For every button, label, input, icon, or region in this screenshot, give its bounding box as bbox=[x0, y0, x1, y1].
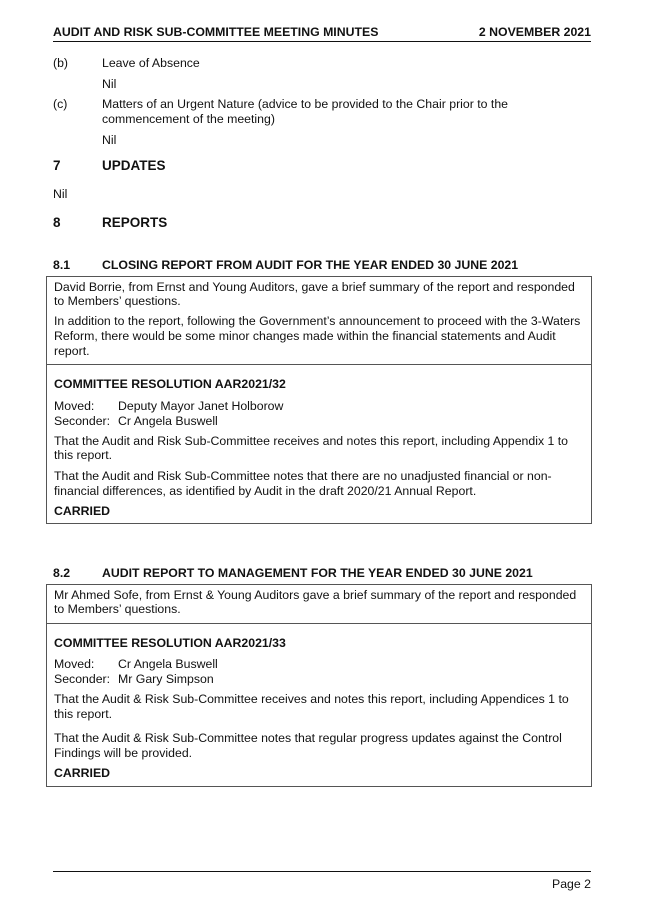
item-c-title-line2: commencement of the meeting) bbox=[102, 112, 275, 126]
section-7-number: 7 bbox=[53, 158, 61, 173]
report-81-para2-line1: In addition to the report, following the Government’s announcement to proceed with the 3-Waters bbox=[54, 314, 581, 328]
header-title: AUDIT AND RISK SUB-COMMITTEE MEETING MINUTES bbox=[53, 25, 379, 39]
item-c-value: Nil bbox=[102, 133, 117, 147]
report-81-para2-line2: Reform, there would be some minor changes made within the financial statements and Audit bbox=[54, 329, 556, 343]
item-b-value: Nil bbox=[102, 77, 117, 91]
page-header bbox=[53, 23, 591, 42]
report-82-res2-line1: That the Audit & Risk Sub-Committee notes that regular progress updates against the Control bbox=[54, 731, 562, 745]
item-b-label: (b) bbox=[53, 56, 69, 70]
report-82-res2-line2: Findings will be provided. bbox=[54, 746, 193, 760]
report-81-res2-line2: financial differences, as identified by Audit in the draft 2020/21 Annual Report. bbox=[54, 484, 477, 498]
report-81-seconder-value: Cr Angela Buswell bbox=[118, 414, 218, 428]
section-7-body: Nil bbox=[53, 187, 68, 201]
report-81-title: CLOSING REPORT FROM AUDIT FOR THE YEAR ENDED 30 JUNE 2021 bbox=[102, 258, 519, 272]
report-81-resolution-title: COMMITTEE RESOLUTION AAR2021/32 bbox=[54, 377, 286, 391]
section-8-title: REPORTS bbox=[102, 215, 168, 230]
report-82-seconder-label: Seconder: bbox=[54, 672, 111, 686]
report-82-res1-line2: this report. bbox=[54, 707, 113, 721]
report-81-para2-line3: report. bbox=[54, 344, 90, 358]
report-81-summary-line1: David Borrie, from Ernst and Young Auditors, gave a brief summary of the report and responded bbox=[54, 280, 575, 294]
report-81-seconder-label: Seconder: bbox=[54, 414, 111, 428]
report-81-number: 8.1 bbox=[53, 258, 71, 272]
report-82-seconder-value: Mr Gary Simpson bbox=[118, 672, 214, 686]
report-82-moved-label: Moved: bbox=[54, 657, 95, 671]
report-81-summary-line2: to Members’ questions. bbox=[54, 294, 181, 308]
report-82-divider bbox=[47, 623, 591, 624]
report-81-divider bbox=[47, 364, 591, 365]
footer-rule bbox=[53, 871, 591, 872]
report-82-resolution-title: COMMITTEE RESOLUTION AAR2021/33 bbox=[54, 636, 286, 650]
page-number: Page 2 bbox=[552, 877, 591, 891]
report-82-moved-value: Cr Angela Buswell bbox=[118, 657, 218, 671]
report-82-summary-line1: Mr Ahmed Sofe, from Ernst & Young Auditors gave a brief summary of the report and responded bbox=[54, 588, 577, 602]
report-82-summary-line2: to Members’ questions. bbox=[54, 602, 181, 616]
section-7-title: UPDATES bbox=[102, 158, 166, 173]
item-b-title: Leave of Absence bbox=[102, 56, 200, 70]
report-81-moved-label: Moved: bbox=[54, 399, 95, 413]
report-82-title: AUDIT REPORT TO MANAGEMENT FOR THE YEAR ENDED 30 JUNE 2021 bbox=[102, 566, 533, 580]
report-81-outcome: CARRIED bbox=[54, 504, 111, 518]
section-8-number: 8 bbox=[53, 215, 61, 230]
header-date: 2 NOVEMBER 2021 bbox=[478, 25, 591, 39]
report-81-moved-value: Deputy Mayor Janet Holborow bbox=[118, 399, 284, 413]
report-82-outcome: CARRIED bbox=[54, 766, 111, 780]
report-82-res1-line1: That the Audit & Risk Sub-Committee receives and notes this report, including Appendices 1 to bbox=[54, 692, 569, 706]
item-c-label: (c) bbox=[53, 97, 68, 111]
report-82-number: 8.2 bbox=[53, 566, 71, 580]
report-81-res1-line2: this report. bbox=[54, 448, 113, 462]
report-81-res1-line1: That the Audit and Risk Sub-Committee receives and notes this report, including Appendix 1 to bbox=[54, 434, 569, 448]
report-81-res2-line1: That the Audit and Risk Sub-Committee notes that there are no unadjusted financial or non- bbox=[54, 469, 552, 483]
item-c-title-line1: Matters of an Urgent Nature (advice to be provided to the Chair prior to the bbox=[102, 97, 509, 111]
